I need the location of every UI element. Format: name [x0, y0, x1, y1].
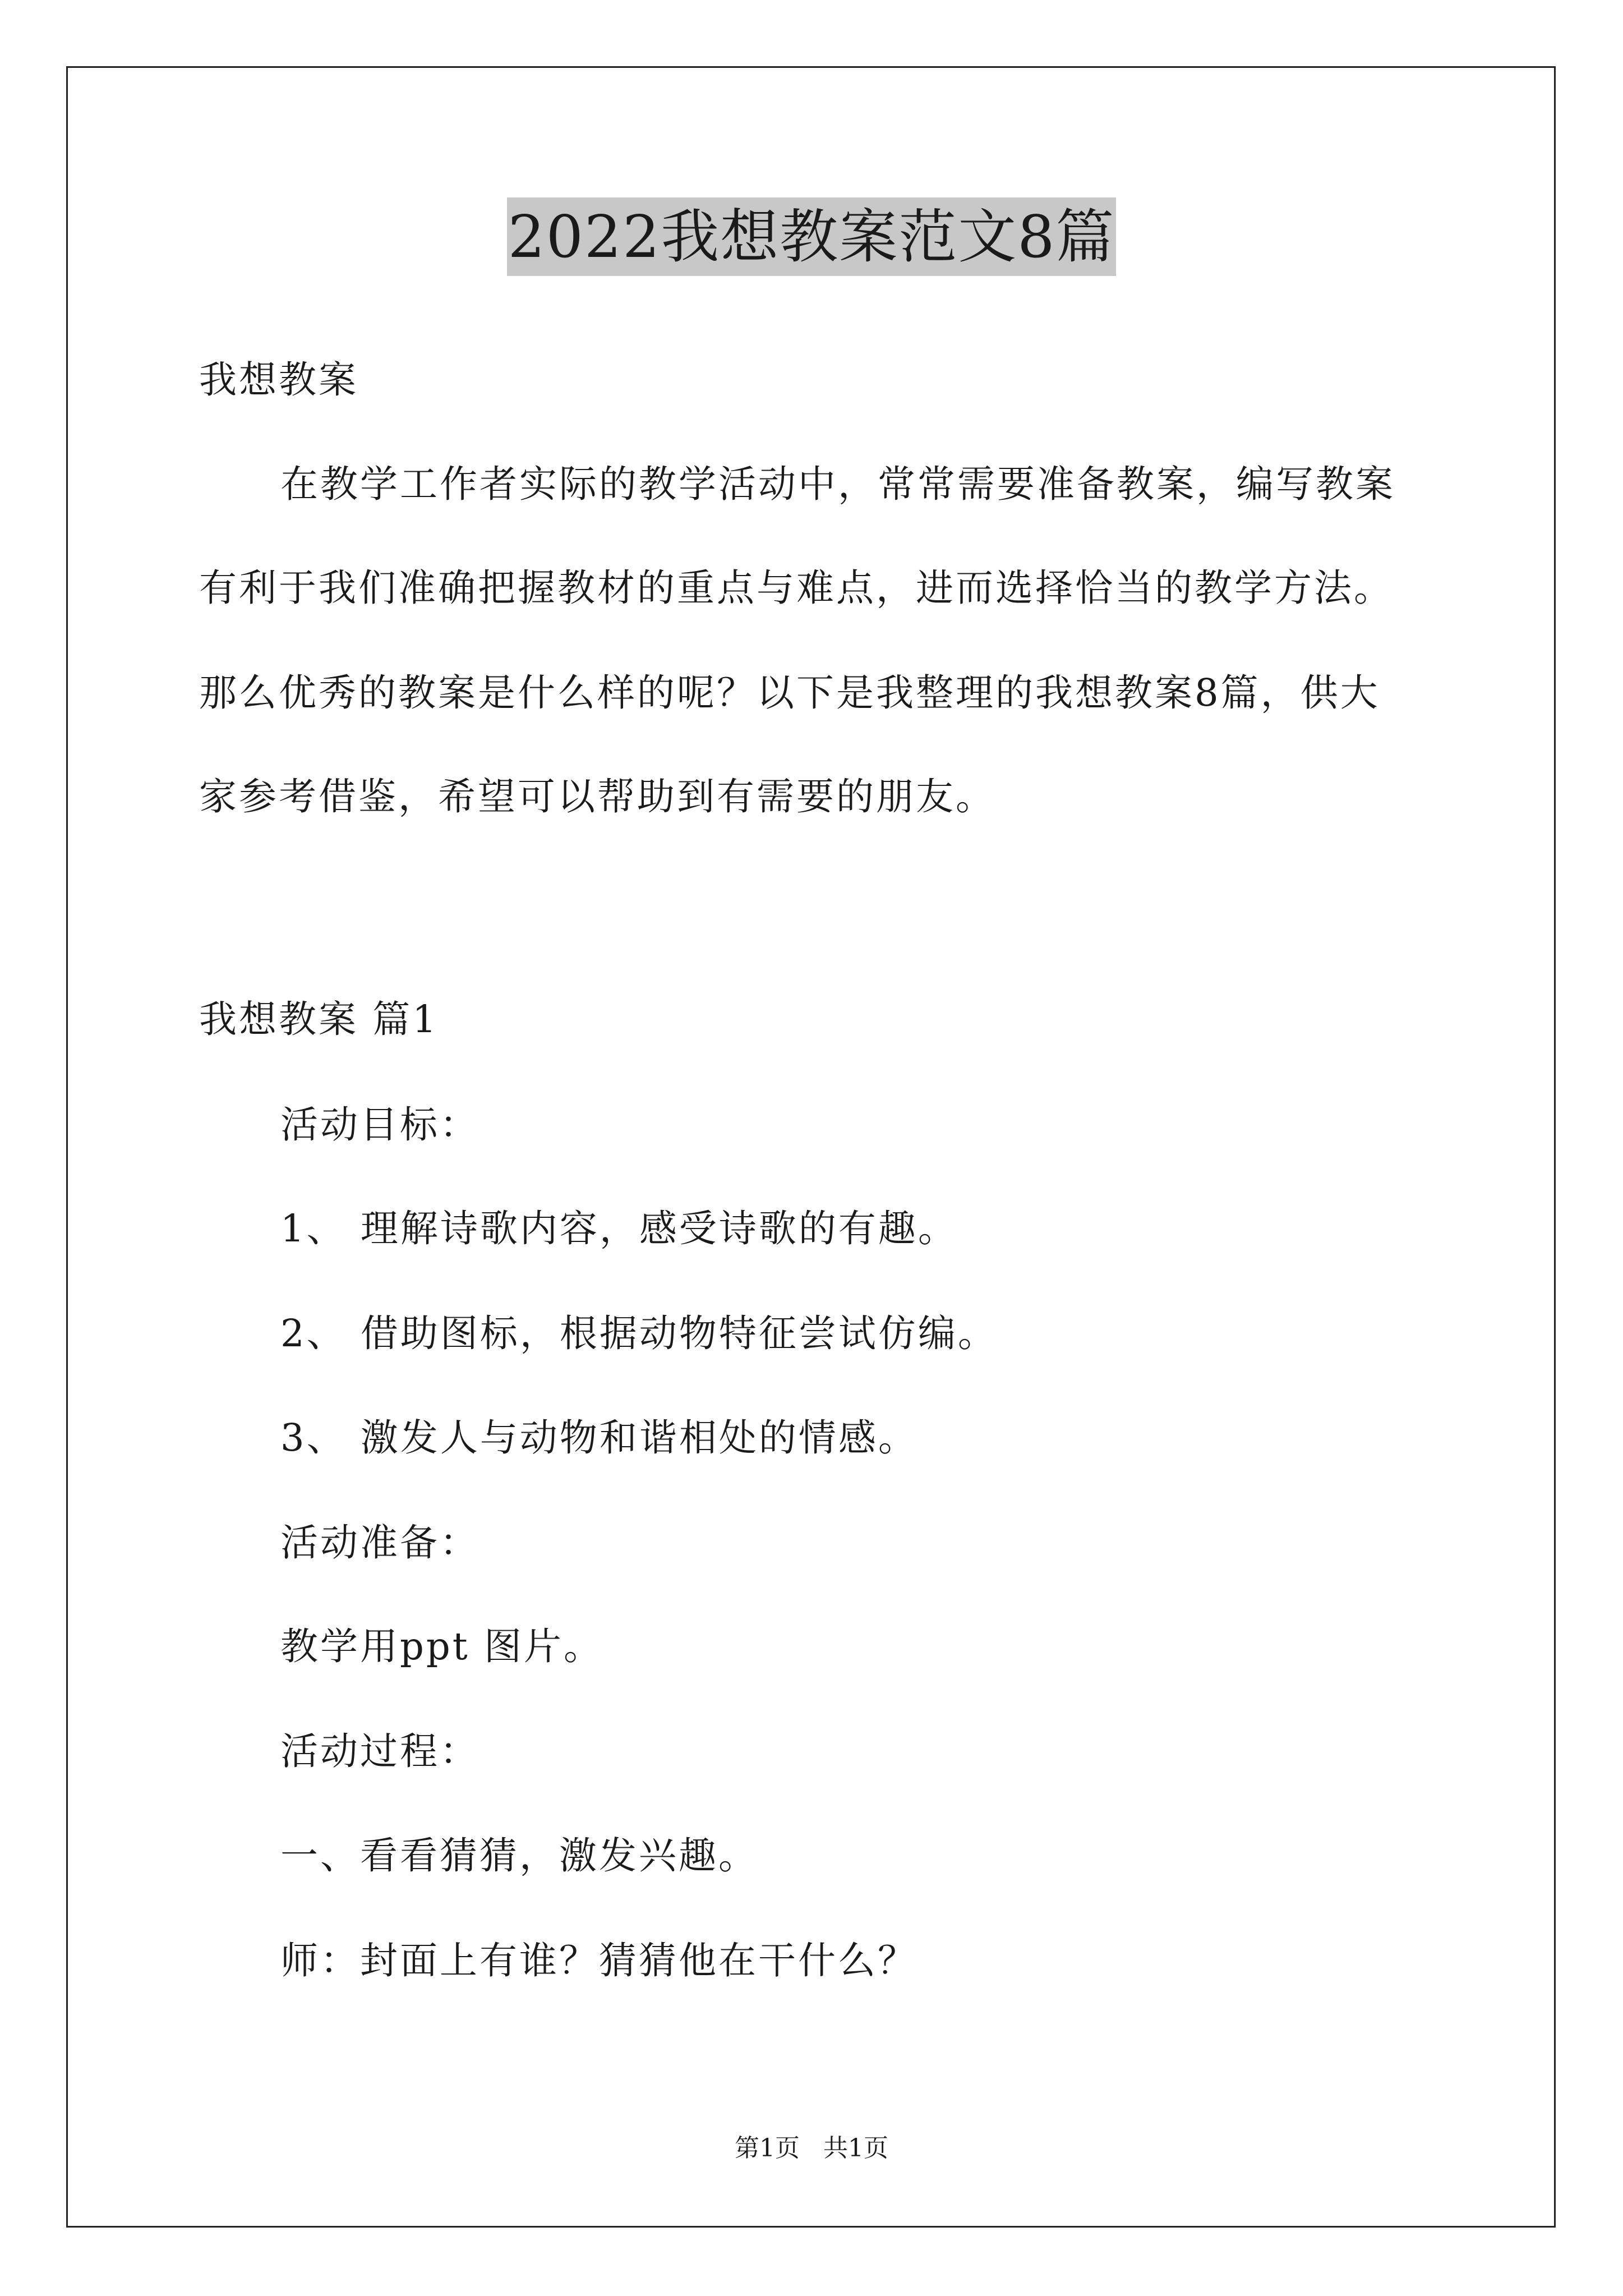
section-line-8: 一、看看猜猜，激发兴趣。 [280, 1834, 758, 1878]
document-title: 2022我想教案范文8篇 [507, 197, 1117, 276]
section-line-1: 活动目标： [280, 1103, 479, 1147]
intro-line-3: 那么优秀的教案是什么样的呢？以下是我整理的我想教案8篇，供大 [199, 671, 1380, 715]
section-line-3: 2、 借助图标，根据动物特征尝试仿编。 [280, 1312, 998, 1355]
section-line-7: 活动过程： [280, 1729, 479, 1773]
page-number-footer: 第1页 共1页 [735, 2134, 888, 2162]
intro-line-2: 有利于我们准确把握教材的重点与难点，进而选择恰当的教学方法。 [199, 566, 1394, 610]
section-heading: 我想教案 篇1 [199, 997, 439, 1041]
section-line-4: 3、 激发人与动物和谐相处的情感。 [280, 1416, 918, 1460]
section-line-6: 教学用ppt 图片。 [280, 1625, 603, 1668]
section-line-2: 1、 理解诗歌内容，感受诗歌的有趣。 [280, 1207, 958, 1250]
section-line-9: 师：封面上有谁？猜猜他在干什么？ [280, 1939, 917, 1982]
intro-line-4: 家参考借鉴，希望可以帮助到有需要的朋友。 [199, 775, 995, 818]
intro-line-1: 在教学工作者实际的教学活动中，常常需要准备教案，编写教案 [280, 462, 1395, 506]
document-heading: 我想教案 [199, 358, 358, 402]
section-line-5: 活动准备： [280, 1521, 479, 1565]
title-container [0, 197, 1623, 276]
